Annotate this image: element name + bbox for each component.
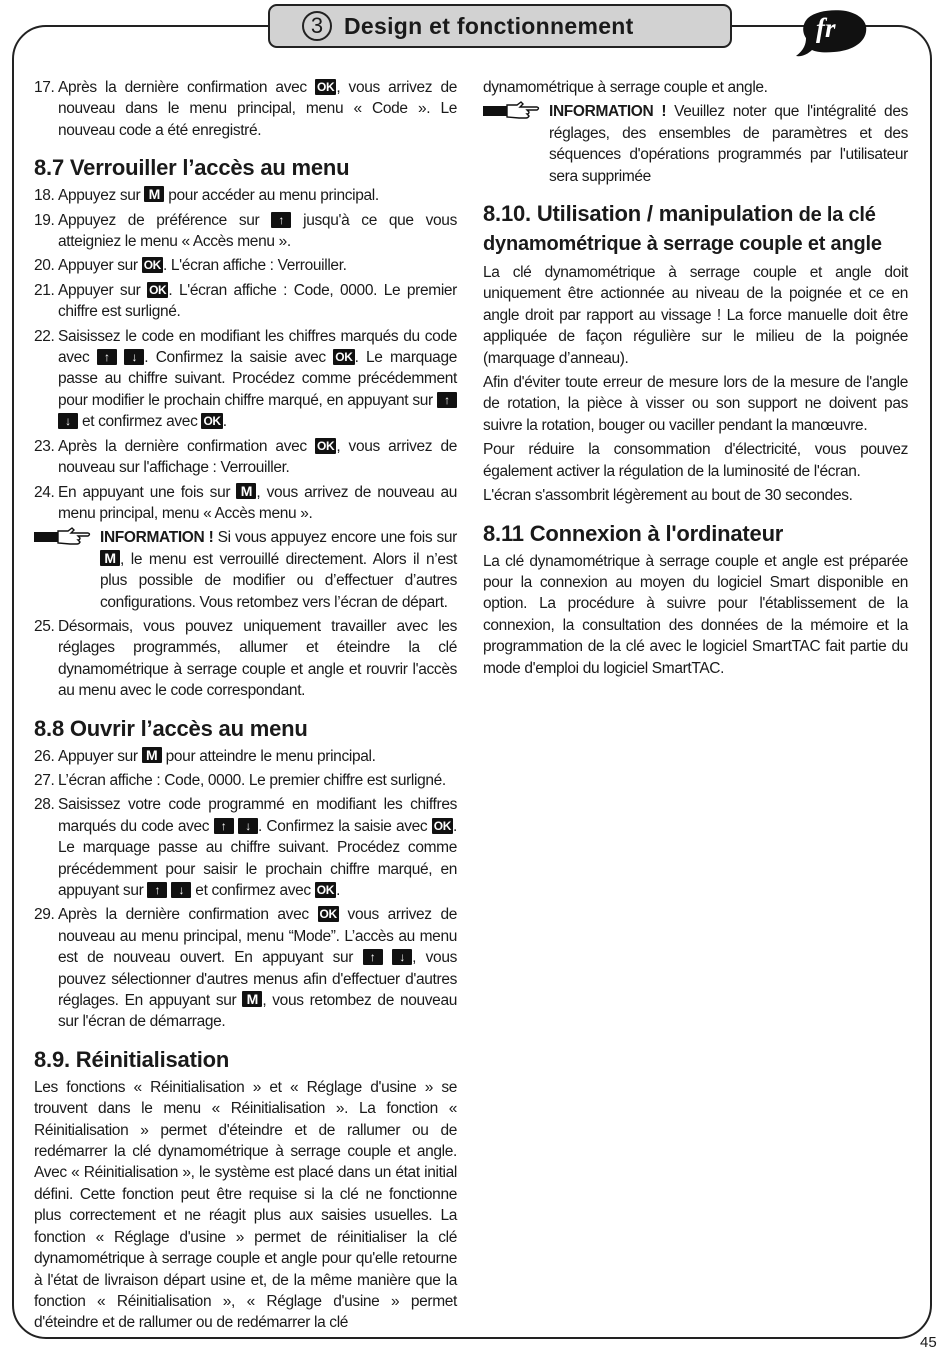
step-text: Désormais, vous pouvez uniquement travailler avec les réglages programmés, allumer et éteindre la clé dynamométrique à serrage couple et angle et rouvrir l'accès au menu avec le code correspondant. <box>58 617 457 700</box>
ok-key-icon: OK <box>317 80 335 94</box>
paragraph-usage-3: Pour réduire la consommation d'électricité, vous pouvez également activer la régulation de la luminosité de l'écran. <box>483 441 908 480</box>
up-arrow-key-icon: ↑ <box>214 818 234 834</box>
step-number: 28. <box>34 796 55 814</box>
m-key-icon: M <box>144 186 164 202</box>
information-note <box>483 101 908 187</box>
step-number: 19. <box>34 211 55 229</box>
section-heading-8-11: 8.11 Connexion à l'ordinateur <box>483 520 784 546</box>
step-number: 20. <box>34 257 55 275</box>
section-heading-8-7: 8.7 Verrouiller l’accès au menu <box>34 155 350 181</box>
step-text: Après la dernière confirmation avec OK vous arrivez de nouveau au menu principal, menu “Mode”. L’accès au menu est de nouveau ouvert. En appuyant sur ↑ ↓ , vous pouvez sélectionner d'autres menus afin d'effectuer d'autres réglages. En appuyant sur M , vous retombez de nouveau sur l'écran de démarrage. <box>58 906 457 1031</box>
page-number: 45 <box>920 1334 937 1351</box>
ok-key-icon: OK <box>335 350 353 365</box>
step-text: Appuyer sur M pour atteindre le menu principal. <box>58 746 376 765</box>
down-arrow-key-icon: ↓ <box>124 349 144 365</box>
language-badge: fr <box>816 13 836 43</box>
step-23 <box>34 436 457 479</box>
info-text: INFORMATION ! Veuillez noter que l'intégralité des réglages, des ensembles de paramètres et des séquences d'opérations programmés par l'utilisateur sera supprimée <box>549 103 908 185</box>
down-arrow-key-icon: ↓ <box>58 413 78 429</box>
step-number: 18. <box>34 187 55 205</box>
step-17 <box>34 77 457 141</box>
paragraph-connection: La clé dynamométrique à serrage couple et angle est préparée pour la connexion au moyen du logiciel Smart disponible en option. La procédure à suivre pour l'établissement de la connexion, la consultation des données de la mémoire et la programmation de la clé avec le logiciel SmartTAC fait partie du mode d'emploi du logiciel SmartTAC. <box>483 552 908 677</box>
ok-key-icon: OK <box>143 258 161 273</box>
m-key-icon: M <box>242 991 262 1007</box>
up-arrow-key-icon: ↑ <box>147 882 167 898</box>
up-arrow-key-icon: ↑ <box>363 949 383 965</box>
information-note <box>34 527 457 613</box>
step-number: 27. <box>34 771 55 789</box>
step-number: 17. <box>34 79 55 96</box>
step-number: 29. <box>34 906 55 924</box>
ok-key-icon: OK <box>319 907 337 922</box>
chapter-title: Design et fonctionnement <box>344 12 634 39</box>
step-number: 25. <box>34 617 55 635</box>
step-text: Appuyer sur OK . L'écran affiche : Verrouiller. <box>58 257 347 275</box>
down-arrow-key-icon: ↓ <box>238 818 258 834</box>
step-21 <box>34 280 457 323</box>
step-number: 21. <box>34 281 55 299</box>
step-19 <box>34 210 457 253</box>
ok-key-icon: OK <box>316 883 335 897</box>
up-arrow-key-icon: ↑ <box>97 349 117 365</box>
pointing-hand-icon <box>483 101 549 187</box>
step-20 <box>34 255 457 276</box>
chapter-number: 3 <box>302 11 332 41</box>
ok-key-icon: OK <box>433 818 452 833</box>
step-29 <box>34 904 457 1032</box>
step-number: 23. <box>34 437 55 455</box>
section-heading-8-10: 8.10. Utilisation / manipulation de la clé dynamométrique à serrage couple et angle <box>483 201 882 256</box>
m-key-icon: M <box>100 550 120 566</box>
up-arrow-key-icon: ↑ <box>437 392 457 408</box>
up-arrow-key-icon: ↑ <box>271 212 291 228</box>
step-text: Appuyez sur M pour accéder au menu principal. <box>58 186 379 205</box>
paragraph-continuation: dynamométrique à serrage couple et angle. <box>483 79 768 96</box>
paragraph-usage-1: La clé dynamométrique à serrage couple et angle doit uniquement être actionnée au niveau de la poignée et ce en angle droit par rapport au vissage ! La force manuelle doit être appliquée de façon régulière sur le milieu de la poignée (marquage d’anneau). <box>483 264 908 367</box>
m-key-icon: M <box>236 483 256 499</box>
step-27 <box>34 770 457 791</box>
section-heading-8-8: 8.8 Ouvrir l’accès au menu <box>34 715 308 741</box>
ok-key-icon: OK <box>317 438 335 453</box>
step-text: Appuyez de préférence sur ↑ jusqu'à ce que vous atteigniez le menu « Accès menu ». <box>58 211 457 251</box>
step-text: Saisissez votre code programmé en modifiant les chiffres marqués du code avec ↑ ↓ . Confirmez la saisie avec OK . Le marquage passe au chiffre suivant. Procédez comme précédemment pour saisir le prochain chiffre marqué, en appuyant sur ↑ ↓ et confirmez avec OK . <box>58 796 458 899</box>
section-heading-8-9: 8.9. Réinitialisation <box>34 1046 230 1072</box>
step-text: Après la dernière confirmation avec OK , vous arrivez de nouveau dans le menu principal, menu « Code ». Le nouveau code a été enregistré. <box>58 79 457 139</box>
step-24 <box>34 482 457 525</box>
right-column <box>483 77 908 682</box>
paragraph-reinitialisation: Les fonctions « Réinitialisation » et « Réglage d'usine » se trouvent dans le menu « Réinitialisation ». La fonction « Réinitialisation » permet d'éteindre et de rallumer ou de redémarrer la clé dynamométrique à serrage couple et angle. Avec « Réinitialisation », le système est placé dans un état initial défini. Cette fonction peut être requise si la clé ne fonctionne plus correctement et ne réagit plus aux saisies usuelles. La fonction « Réglage d'usine » permet de réinitialiser la clé dynamométrique à serrage couple et angle pour qu'elle retourne à l'état de livraison départ usine et, de la même manière que la fonction « Réinitialisation », « Réglage d'usine » permet d'éteindre et de rallumer ou de redémarrer la clé <box>34 1078 457 1332</box>
step-18 <box>34 185 457 206</box>
step-text: Saisissez le code en modifiant les chiffres marqués du code avec ↑ ↓ . Confirmez la saisie avec OK . Le marquage passe au chiffre suivant. Procédez comme précédemment pour modifier le prochain chiffre marqué, en appuyant sur ↑ ↓ et confirmez avec OK . <box>58 327 457 431</box>
m-key-icon: M <box>142 747 162 763</box>
step-number: 24. <box>34 483 55 501</box>
step-number: 26. <box>34 747 55 765</box>
down-arrow-key-icon: ↓ <box>171 882 191 898</box>
paragraph-usage-2: Afin d'éviter toute erreur de mesure lors de la mesure de l'angle de rotation, la pièce à visser ou son support ne doivent pas suivre la rotation, bouger ou vaciller pendant la manœuvre. <box>483 374 908 434</box>
step-number: 22. <box>34 327 55 345</box>
pointing-hand-icon <box>34 527 100 613</box>
step-28 <box>34 794 457 901</box>
left-column <box>34 77 457 1337</box>
ok-key-icon: OK <box>203 414 221 429</box>
step-text: Après la dernière confirmation avec OK , vous arrivez de nouveau sur l'affichage : Verrouiller. <box>58 437 457 477</box>
step-text: L’écran affiche : Code, 0000. Le premier chiffre est surligné. <box>58 771 446 789</box>
step-26 <box>34 746 457 767</box>
step-text: Appuyer sur OK . L'écran affiche : Code, 0000. Le premier chiffre est surligné. <box>58 281 457 321</box>
paragraph-usage-4: L'écran s'assombrit légèrement au bout de 30 secondes. <box>483 487 853 505</box>
chapter-header <box>268 4 732 48</box>
down-arrow-key-icon: ↓ <box>392 949 412 965</box>
ok-key-icon: OK <box>149 282 167 297</box>
step-25 <box>34 616 457 702</box>
step-22 <box>34 326 457 433</box>
step-text: En appuyant une fois sur M , vous arrivez de nouveau au menu principal, menu « Accès menu ». <box>58 482 457 522</box>
info-text: INFORMATION ! Si vous appuyez encore une fois sur M , le menu est verrouillé directement. Alors il n’est plus possible de modifier ou d’effectuer d’autres configurations. Vous retombez vers l’écran de départ. <box>100 529 457 611</box>
